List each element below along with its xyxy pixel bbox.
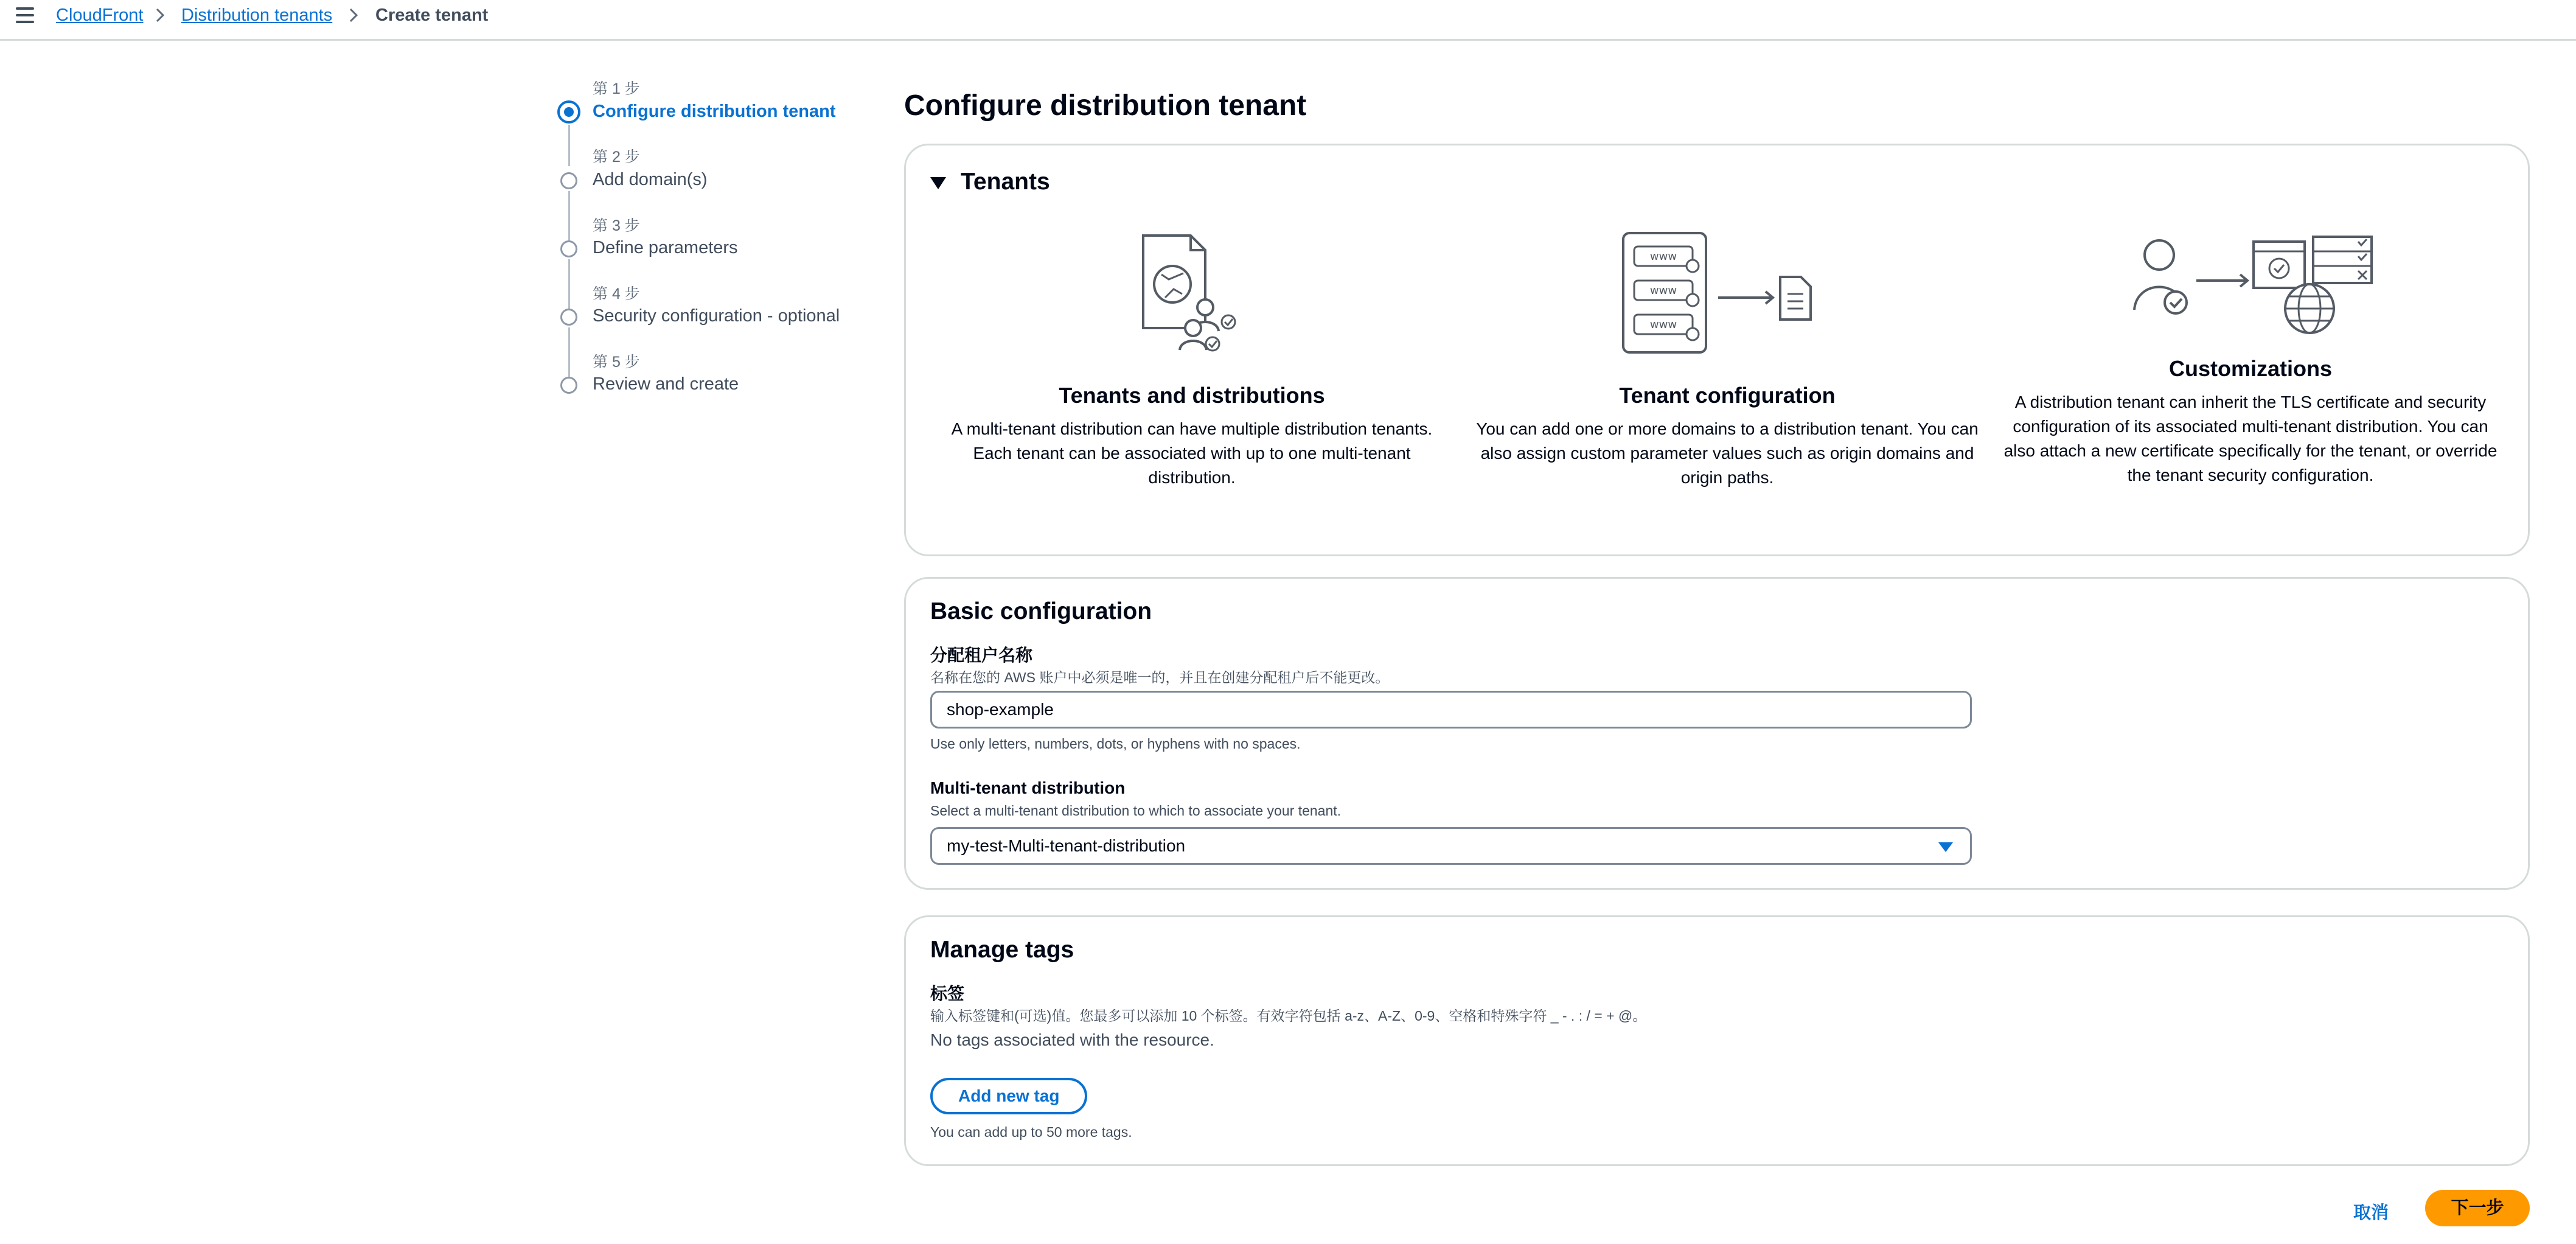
step-connector (568, 327, 570, 377)
manage-tags-panel (904, 915, 2530, 1166)
card-description: A distribution tenant can inherit the TLS certificate and security configuration of its associated multi-tenant distribution. You can also attach a new certificate specifically for the tenant, or override the tenant security configuration. (2003, 393, 2498, 484)
customizations-card (1995, 356, 2506, 487)
manage-tags-header: Manage tags (930, 937, 1074, 963)
page-title: Configure distribution tenant (904, 89, 1307, 122)
step-5-number: 第 5 步 (593, 354, 640, 371)
tags-description: 输入标签键和(可选)值。您最多可以添加 10 个标签。有效字符包括 a-z、A-Z、0-9、空格和特殊字符 _ - . : / = + @。 (930, 1008, 1647, 1024)
step-2-title[interactable]: Add domain(s) (593, 170, 708, 189)
step-3-indicator (560, 240, 577, 257)
card-title: Tenants and distributions (1059, 383, 1325, 408)
chevron-right-icon (346, 6, 363, 24)
caret-down-icon (1938, 842, 1953, 852)
tenants-and-distributions-card (949, 383, 1435, 490)
tenants-header: Tenants (961, 169, 1050, 195)
breadcrumb-distribution-tenants[interactable]: Distribution tenants (181, 5, 333, 25)
multi-tenant-distribution-description: Select a multi-tenant distribution to which to associate your tenant. (930, 803, 1342, 819)
step-1-title[interactable]: Configure distribution tenant (593, 102, 836, 121)
step-5-indicator (560, 377, 577, 394)
basic-configuration-header: Basic configuration (930, 598, 1152, 624)
svg-text:www: www (1649, 318, 1677, 331)
selected-distribution: my-test-Multi-tenant-distribution (947, 836, 1186, 855)
basic-configuration-panel (904, 577, 2530, 890)
card-description: A multi-tenant distribution can have multiple distribution tenants. Each tenant can be associated with up to one multi-tenant distribution. (951, 419, 1433, 487)
tags-label: 标签 (930, 984, 965, 1003)
server-www-to-document-icon (1621, 231, 1815, 358)
tenant-name-label: 分配租户名称 (930, 646, 1033, 665)
step-4-number: 第 4 步 (593, 285, 640, 302)
breadcrumb-cloudfront[interactable]: CloudFront (56, 5, 144, 25)
add-new-tag-button[interactable]: Add new tag (930, 1078, 1087, 1114)
tenant-configuration-card (1472, 383, 1983, 490)
breadcrumb-current: Create tenant (375, 5, 489, 25)
svg-text:www: www (1649, 284, 1677, 297)
next-button[interactable]: 下一步 (2425, 1190, 2530, 1226)
step-1-indicator (557, 100, 580, 124)
chevron-right-icon (152, 6, 169, 24)
tenant-name-description: 名称在您的 AWS 账户中必须是唯一的，并且在创建分配租户后不能更改。 (930, 669, 1390, 685)
top-bar (0, 0, 2576, 41)
step-3-title[interactable]: Define parameters (593, 238, 738, 257)
document-globe-users-icon (1137, 231, 1247, 352)
tenant-name-input[interactable]: shop-example (930, 691, 1972, 729)
caret-down-icon (930, 177, 946, 189)
step-connector (568, 125, 570, 166)
step-1-number: 第 1 步 (593, 80, 640, 97)
step-2-number: 第 2 步 (593, 149, 640, 166)
card-title: Tenant configuration (1619, 383, 1836, 408)
tenants-panel (904, 144, 2530, 556)
step-2-indicator (560, 172, 577, 189)
step-3-number: 第 3 步 (593, 217, 640, 234)
tags-limit-hint: You can add up to 50 more tags. (930, 1124, 1132, 1140)
multi-tenant-distribution-label: Multi-tenant distribution (930, 778, 1126, 797)
step-connector (568, 191, 570, 241)
multi-tenant-distribution-select[interactable] (930, 827, 1972, 865)
step-5-title[interactable]: Review and create (593, 374, 739, 394)
step-connector (568, 259, 570, 309)
card-description: You can add one or more domains to a distribution tenant. You can also assign custom parameter values such as origin domains and origin paths. (1476, 419, 1979, 487)
step-4-title[interactable]: Security configuration - optional (593, 306, 840, 326)
user-certificate-globe-icon (2132, 231, 2375, 334)
no-tags-message: No tags associated with the resource. (930, 1030, 1214, 1049)
tenant-name-hint: Use only letters, numbers, dots, or hyphens with no spaces. (930, 736, 1301, 752)
svg-text:www: www (1649, 250, 1677, 263)
card-title: Customizations (2168, 356, 2332, 381)
step-4-indicator (560, 309, 577, 326)
cancel-button[interactable]: 取消 (2353, 1203, 2389, 1223)
menu-icon[interactable] (16, 7, 34, 23)
